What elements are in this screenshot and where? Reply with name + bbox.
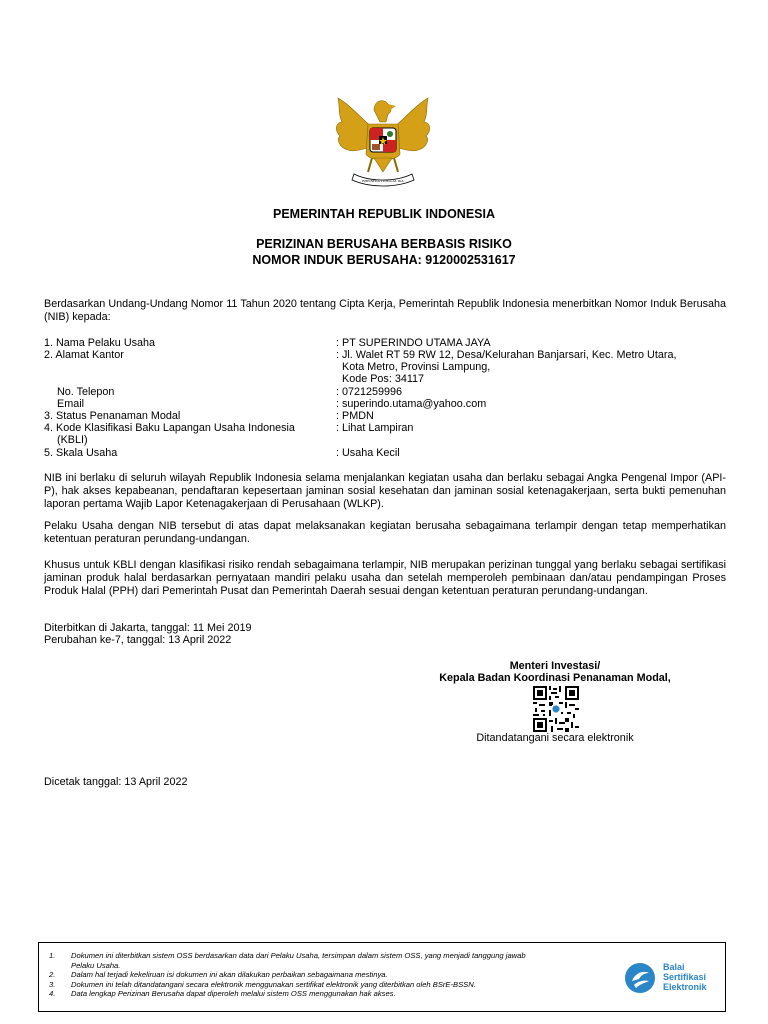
- field-status-label: 3. Status Penanaman Modal: [44, 410, 181, 422]
- field-telepon-label: No. Telepon: [57, 386, 115, 398]
- bsre-seal-icon: [623, 961, 657, 995]
- nib-number: NOMOR INDUK BERUSAHA: 9120002531617: [252, 253, 516, 267]
- bsre-line-2: Sertifikasi: [663, 972, 707, 982]
- footer-note-text: Pelaku Usaha.: [71, 960, 121, 970]
- field-nama-label: 1. Nama Pelaku Usaha: [44, 337, 156, 349]
- qr-code-icon: [533, 686, 579, 732]
- paragraph-activities: Pelaku Usaha dengan NIB tersebut di atas dapat melaksanakan kegiatan berusaha sebagaimana terlampir dengan tetap memperhatikan ketentuan peraturan perundang-undangan.: [44, 520, 726, 545]
- field-alamat-value-3: Kode Pos: 34117: [342, 373, 425, 385]
- footer-note-text: Dokumen ini telah ditandatangani secara elektronik menggunakan sertifikat elektronik yang diterbitkan oleh BSrE-BSSN.: [71, 979, 476, 989]
- bsre-logo: [623, 959, 723, 999]
- amendment-date: Perubahan ke-7, tanggal: 13 April 2022: [44, 634, 232, 646]
- signatory-title-1: Menteri Investasi/: [509, 660, 601, 672]
- document-title: PERIZINAN BERUSAHA BERBASIS RISIKO: [256, 237, 512, 251]
- field-alamat-label: 2. Alamat Kantor: [44, 349, 124, 361]
- footer-notes-box: [38, 942, 726, 1012]
- field-skala-value: : Usaha Kecil: [336, 447, 400, 459]
- footer-note-text: Data lengkap Perizinan Berusaha dapat diperoleh melalui sistem OSS menggunakan hak akses.: [71, 989, 396, 998]
- field-status-value: : PMDN: [336, 410, 374, 422]
- field-email-label: Email: [57, 398, 84, 410]
- print-date: Dicetak tanggal: 13 April 2022: [44, 776, 188, 788]
- field-telepon-value: : 0721259996: [336, 386, 403, 398]
- field-nama-value: : PT SUPERINDO UTAMA JAYA: [336, 337, 491, 349]
- garuda-emblem-icon: [330, 92, 436, 190]
- footer-note-number: 1.: [49, 951, 56, 960]
- bsre-line-1: Balai: [663, 962, 685, 972]
- issued-date: Diterbitkan di Jakarta, tanggal: 11 Mei 2019: [44, 622, 252, 634]
- signatory-title-2: Kepala Badan Koordinasi Penanaman Modal,: [439, 672, 671, 684]
- bsre-line-3: Elektronik: [663, 982, 707, 992]
- field-kbli-value: : Lihat Lampiran: [336, 422, 414, 434]
- government-title: PEMERINTAH REPUBLIK INDONESIA: [272, 207, 495, 221]
- field-alamat-value-1: : Jl. Walet RT 59 RW 12, Desa/Kelurahan Banjarsari, Kec. Metro Utara,: [336, 349, 677, 361]
- bsre-logo-text: [663, 962, 707, 992]
- field-email-value: : superindo.utama@yahoo.com: [336, 398, 487, 410]
- footer-note-text: Dokumen ini diterbitkan sistem OSS berdasarkan data dari Pelaku Usaha, tersimpan dalam sistem OSS, yang menjadi tanggung jawab: [71, 951, 526, 960]
- intro-paragraph: Berdasarkan Undang-Undang Nomor 11 Tahun 2020 tentang Cipta Kerja, Pemerintah Republik Indonesia menerbitkan Nomor Induk Berusaha (NIB) kepada:: [44, 298, 726, 323]
- field-skala-label: 5. Skala Usaha: [44, 447, 118, 459]
- paragraph-validity: NIB ini berlaku di seluruh wilayah Republik Indonesia selama menjalankan kegiatan usaha dan berlaku sebagai Angka Pengenal Impor (API-P), hak akses kepabeanan, pendaftaran kepesertaan jaminan sosial kesehatan dan jaminan sosial ketenagakerjaan, serta bukti pemenuhan laporan pertama Wajib Lapor Ketenagakerjaan di Perusahaan (WLKP).: [44, 472, 726, 510]
- footer-note-text: Dalam hal terjadi kekeliruan isi dokumen ini akan dilakukan perbaikan sebagaimana mestinya.: [71, 970, 388, 979]
- electronic-signature-note: Ditandatangani secara elektronik: [476, 732, 634, 744]
- footer-note-number: 3.: [49, 979, 56, 989]
- field-alamat-value-2: Kota Metro, Provinsi Lampung,: [342, 361, 491, 373]
- footer-note-number: 2.: [49, 970, 56, 979]
- paragraph-halal: Khusus untuk KBLI dengan klasifikasi risiko rendah sebagaimana terlampir, NIB merupakan perizinan tunggal yang berlaku sebagai sertifikasi jaminan produk halal berdasarkan pernyataan mandiri pelaku usaha dan setelah memperoleh pembinaan dan/atau pendampingan Proses Produk Halal (PPH) dari Pemerintah Pusat dan Pemerintah Daerah sesuai dengan ketentuan peraturan perundang-undangan.: [44, 559, 726, 597]
- field-kbli-label-2: (KBLI): [57, 434, 88, 446]
- footer-note-number: 4.: [49, 989, 56, 998]
- motto-text: BHINNEKA TUNGGAL IKA: [362, 179, 404, 183]
- field-kbli-label-1: 4. Kode Klasifikasi Baku Lapangan Usaha Indonesia: [44, 422, 295, 434]
